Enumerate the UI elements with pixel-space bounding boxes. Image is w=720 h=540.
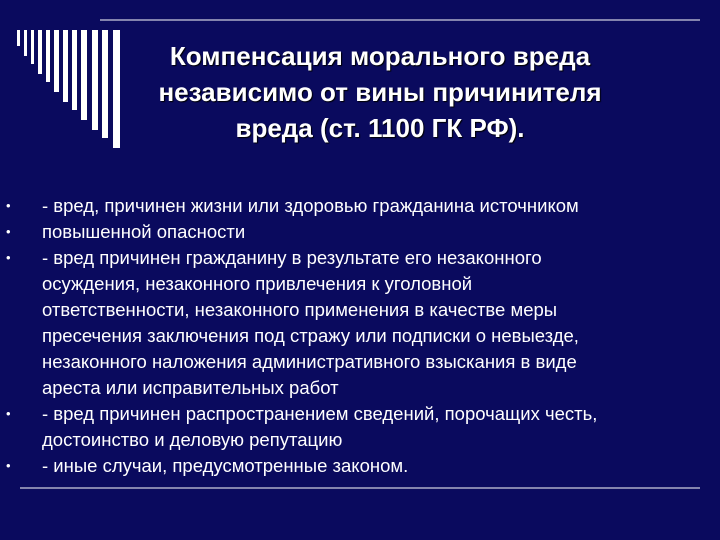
bullet-icon: •: [6, 458, 11, 473]
bullet-icon: •: [6, 224, 11, 239]
bullet-item: [0, 453, 720, 479]
stripe-bar: [63, 30, 68, 102]
slide-title-line: вреда (ст. 1100 ГК РФ).: [235, 113, 525, 143]
bullet-text: пресечения заключения под стражу или подписки о невыезде,: [42, 325, 579, 346]
bullet-text: - вред причинен гражданину в результате его незаконного: [42, 247, 542, 268]
bullet-item: [0, 401, 720, 453]
stripe-bar: [38, 30, 42, 74]
stripe-bar: [92, 30, 98, 130]
bullet-text: достоинство и деловую репутацию: [42, 429, 343, 450]
bullet-item: [0, 193, 720, 219]
slide-title-line: Компенсация морального вреда: [169, 41, 591, 71]
stripe-bar: [46, 30, 50, 82]
bullet-icon: •: [6, 250, 11, 265]
stripe-bar: [81, 30, 87, 120]
bullet-text: ареста или исправительных работ: [42, 377, 339, 398]
bullet-item: [0, 245, 720, 401]
stripe-bar: [17, 30, 20, 46]
slide-title-line: независимо от вины причинителя: [158, 77, 602, 107]
bullet-text: осуждения, незаконного привлечения к уголовной: [42, 273, 473, 294]
bullet-text: повышенной опасности: [42, 221, 246, 242]
bullet-text: - иные случаи, предусмотренные законом.: [42, 455, 409, 476]
bullet-text: ответственности, незаконного применения в качестве меры: [42, 299, 558, 320]
stripe-bar: [24, 30, 27, 56]
stripe-bar: [31, 30, 34, 64]
stripe-bar: [54, 30, 59, 92]
bullet-icon: •: [6, 198, 11, 213]
bullet-text: - вред причинен распространением сведений, порочащих честь,: [42, 403, 598, 424]
bullet-icon: •: [6, 406, 11, 421]
bullet-text: - вред, причинен жизни или здоровью гражданина источником: [42, 195, 579, 216]
bullet-text: незаконного наложения административного взыскания в виде: [42, 351, 577, 372]
bullet-list: [0, 193, 720, 479]
stripe-bar: [72, 30, 77, 110]
slide-title: [100, 38, 660, 146]
bullet-item: [0, 219, 720, 245]
